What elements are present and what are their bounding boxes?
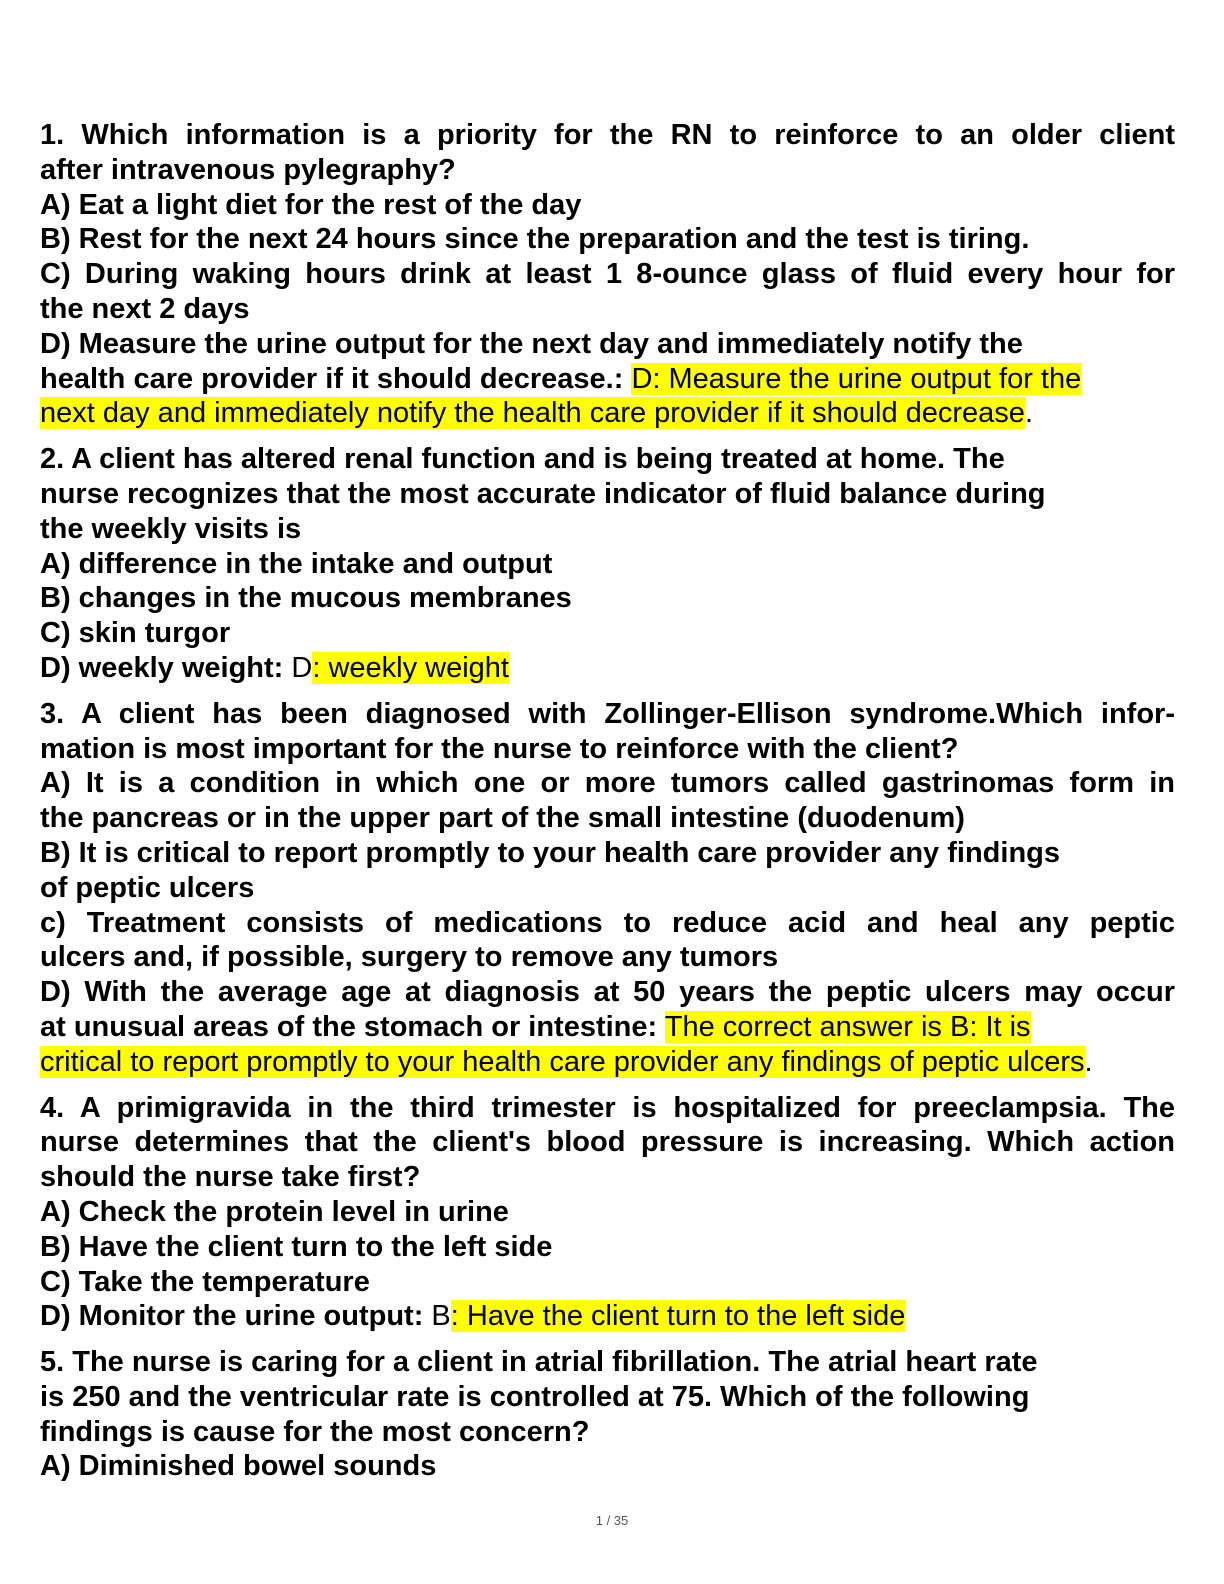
answer-highlight: The correct answer is B: It is	[664, 1010, 1031, 1043]
option-d: D) Monitor the urine output:	[40, 1300, 424, 1333]
option-c: C) During waking hours drink at least 1 8-ounce glass of fluid every hour for	[40, 258, 1175, 291]
question-3	[40, 697, 1175, 1080]
answer-tail: .	[1084, 1045, 1093, 1078]
answer-highlight: : weekly weight	[312, 651, 509, 684]
option-d: D) Measure the urine output for the next day and immediately notify the	[40, 327, 1023, 360]
option-d: D) With the average age at diagnosis at 50 years the peptic ulcers may occur	[40, 976, 1175, 1009]
question-text-line: should the nurse take first?	[40, 1161, 421, 1194]
question-5	[40, 1345, 1175, 1484]
question-text-line: findings is cause for the most concern?	[40, 1415, 590, 1448]
answer-tail: .	[1024, 397, 1034, 430]
option-c-cont: ulcers and, if possible, surgery to remove any tumors	[40, 941, 779, 974]
option-a: A) difference in the intake and output	[40, 547, 553, 580]
answer-lead: D	[283, 651, 313, 684]
question-text-line: nurse determines that the client's blood pressure is increasing. Which action	[40, 1126, 1175, 1159]
question-text-line: is 250 and the ventricular rate is controlled at 75. Which of the following	[40, 1380, 1030, 1413]
answer-highlight-cont: critical to report promptly to your health care provider any findings of peptic ulcers	[40, 1045, 1085, 1078]
answer-line	[40, 1010, 1175, 1045]
option-b: B) It is critical to report promptly to your health care provider any findings	[40, 836, 1060, 869]
question-text-line: the weekly visits is	[40, 512, 302, 545]
answer-lead	[657, 1011, 665, 1043]
option-c: C) skin turgor	[40, 617, 231, 650]
answer-lead: B	[423, 1300, 451, 1333]
answer-line	[40, 651, 1175, 686]
option-c-cont: the next 2 days	[40, 292, 250, 325]
option-a-cont: the pancreas or in the upper part of the small intestine (duodenum)	[40, 802, 965, 835]
question-text-line: 3. A client has been diagnosed with Zollinger-Ellison syndrome.Which infor-	[40, 697, 1175, 730]
page-number: 1 / 35	[595, 1513, 629, 1528]
option-d-cont: at unusual areas of the stomach or intestine:	[40, 1010, 658, 1043]
option-d: D) weekly weight:	[40, 651, 284, 684]
option-a: A) Diminished bowel sounds	[40, 1450, 437, 1483]
answer-highlight: : Have the client turn to the left side	[450, 1300, 906, 1333]
question-text-line: 1. Which information is a priority for the RN to reinforce to an older client	[40, 119, 1175, 151]
option-a: A) It is a condition in which one or more tumors called gastrinomas form in	[40, 767, 1175, 800]
answer-highlight: D: Measure the urine output for the	[631, 362, 1082, 395]
option-b: B) changes in the mucous membranes	[40, 582, 572, 615]
answer-highlight-cont: next day and immediately notify the health care provider if it should decrease	[40, 397, 1025, 430]
question-text-line: nurse recognizes that the most accurate indicator of fluid balance during	[40, 477, 1046, 510]
question-text-line: 5. The nurse is caring for a client in atrial fibrillation. The atrial heart rate	[40, 1346, 1038, 1379]
answer-line	[40, 1299, 1175, 1334]
option-c: c) Treatment consists of medications to reduce acid and heal any peptic	[40, 906, 1175, 939]
option-c: C) Take the temperature	[40, 1265, 370, 1298]
answer-line-2	[40, 1045, 1175, 1080]
question-1	[40, 118, 1175, 431]
option-d-cont: health care provider if it should decrease.:	[40, 362, 624, 395]
document-page	[40, 118, 1175, 1495]
question-text-line: 2. A client has altered renal function and is being treated at home. The	[40, 443, 1005, 476]
question-4	[40, 1091, 1175, 1335]
question-text-line: mation is most important for the nurse to reinforce with the client?	[40, 732, 959, 765]
answer-line	[40, 362, 1175, 397]
option-b: B) Rest for the next 24 hours since the preparation and the test is tiring.	[40, 223, 1030, 256]
question-2	[40, 442, 1175, 686]
option-b-cont: of peptic ulcers	[40, 871, 255, 904]
option-b: B) Have the client turn to the left side	[40, 1230, 553, 1263]
question-text-line: after intravenous pylegraphy?	[40, 153, 456, 186]
option-a: A) Check the protein level in urine	[40, 1195, 509, 1228]
answer-line-2	[40, 396, 1175, 431]
option-a: A) Eat a light diet for the rest of the day	[40, 188, 582, 221]
question-text-line: 4. A primigravida in the third trimester is hospitalized for preeclampsia. The	[40, 1091, 1175, 1124]
